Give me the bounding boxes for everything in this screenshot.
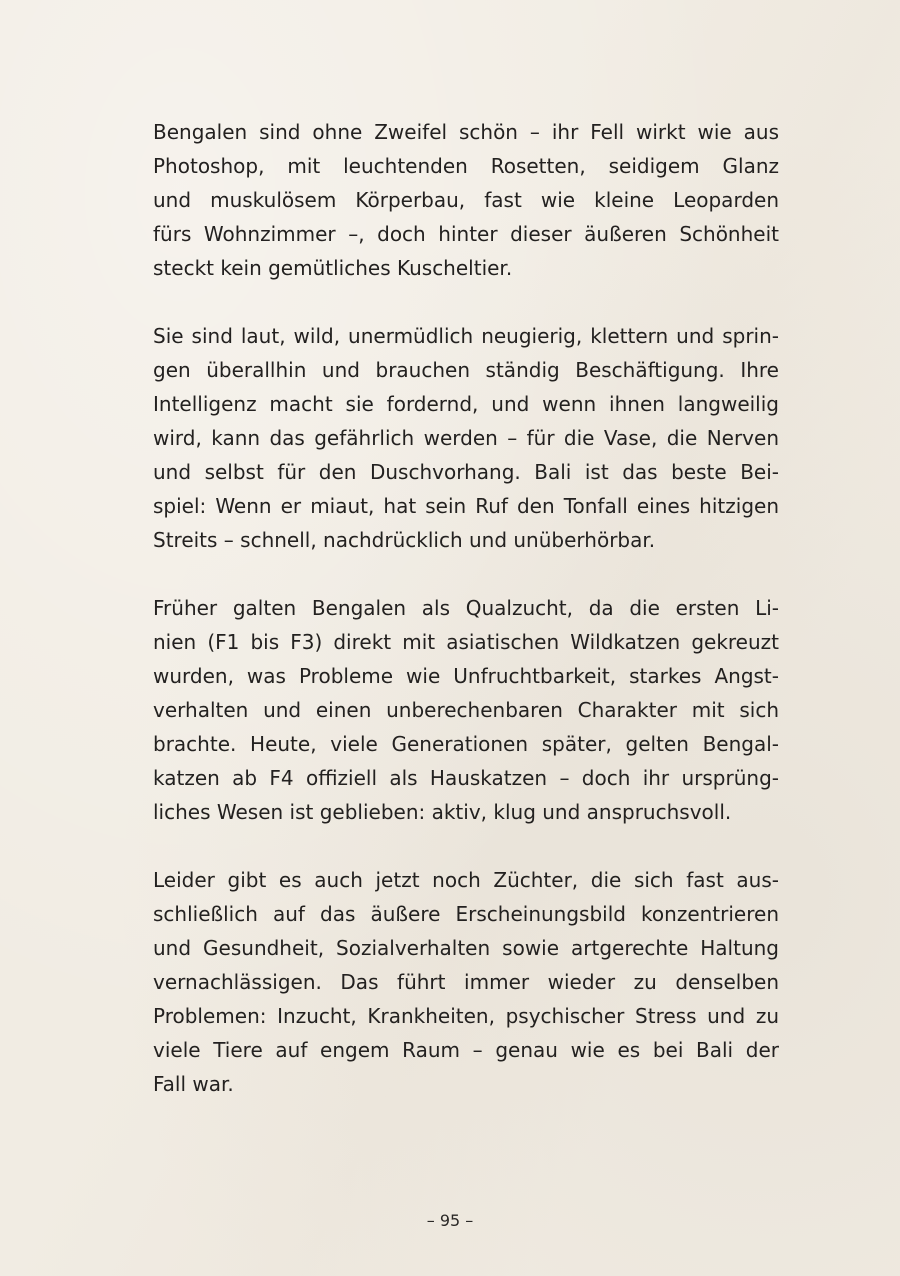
text-line: Sie sind laut, wild, unermüdlich neugierig, klettern und sprin- <box>153 324 779 348</box>
text-line: Streits – schnell, nachdrücklich und unüberhörbar. <box>153 528 656 552</box>
text-line: fürs Wohnzimmer –, doch hinter dieser äußeren Schönheit <box>153 222 779 246</box>
paragraph-3 <box>153 591 779 829</box>
body-text <box>153 115 779 1135</box>
text-line: vernachlässigen. Das führt immer wieder zu denselben <box>153 970 779 994</box>
text-line: steckt kein gemütliches Kuscheltier. <box>153 256 513 280</box>
text-line: viele Tiere auf engem Raum – genau wie es bei Bali der <box>153 1038 779 1062</box>
text-line: gen überallhin und brauchen ständig Beschäftigung. Ihre <box>153 358 779 382</box>
text-line: wird, kann das gefährlich werden – für die Vase, die Nerven <box>153 426 779 450</box>
text-line: Leider gibt es auch jetzt noch Züchter, die sich fast aus- <box>153 868 779 892</box>
text-line: Intelligenz macht sie fordernd, und wenn ihnen langweilig <box>153 392 779 416</box>
text-line: katzen ab F4 offiziell als Hauskatzen – doch ihr ursprüng- <box>153 766 779 790</box>
paragraph-2 <box>153 319 779 557</box>
text-line: liches Wesen ist geblieben: aktiv, klug und anspruchsvoll. <box>153 800 732 824</box>
text-line: Problemen: Inzucht, Krankheiten, psychischer Stress und zu <box>153 1004 779 1028</box>
text-line: nien (F1 bis F3) direkt mit asiatischen Wildkatzen gekreuzt <box>153 630 779 654</box>
text-line: Fall war. <box>153 1072 234 1096</box>
text-line: Photoshop, mit leuchtenden Rosetten, seidigem Glanz <box>153 154 779 178</box>
text-line: spiel: Wenn er miaut, hat sein Ruf den Tonfall eines hitzigen <box>153 494 779 518</box>
text-line: verhalten und einen unberechenbaren Charakter mit sich <box>153 698 779 722</box>
text-line: und selbst für den Duschvorhang. Bali ist das beste Bei- <box>153 460 779 484</box>
page-number: – 95 – <box>426 1211 474 1230</box>
text-line: und muskulösem Körperbau, fast wie kleine Leoparden <box>153 188 779 212</box>
paragraph-4 <box>153 863 779 1101</box>
text-line: Bengalen sind ohne Zweifel schön – ihr Fell wirkt wie aus <box>153 120 779 144</box>
paragraph-1 <box>153 115 779 285</box>
text-line: brachte. Heute, viele Generationen später, gelten Bengal- <box>153 732 779 756</box>
text-line: Früher galten Bengalen als Qualzucht, da die ersten Li- <box>153 596 779 620</box>
text-line: schließlich auf das äußere Erscheinungsbild konzentrieren <box>153 902 779 926</box>
text-line: wurden, was Probleme wie Unfruchtbarkeit, starkes Angst- <box>153 664 779 688</box>
text-line: und Gesundheit, Sozialverhalten sowie artgerechte Haltung <box>153 936 779 960</box>
